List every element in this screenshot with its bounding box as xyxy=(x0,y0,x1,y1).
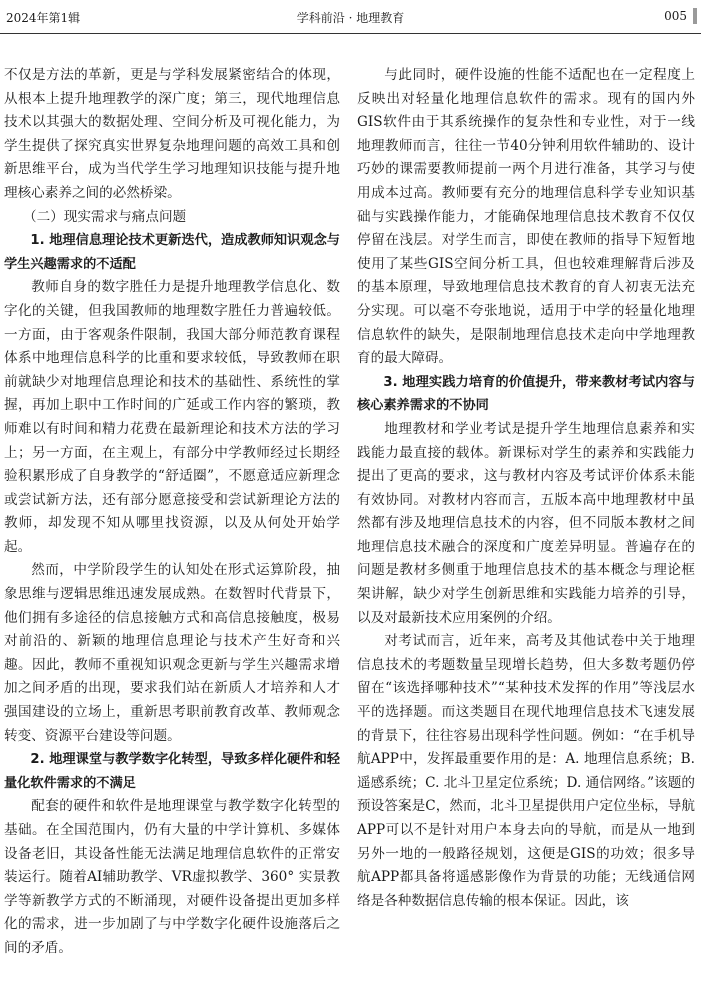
page-number: 005 xyxy=(664,9,687,23)
right-column xyxy=(357,64,695,1000)
paragraph: 与此同时，硬件设施的性能不适配也在一定程度上反映出对轻量化地理信息软件的需求。现有的国内外GIS软件由于其系统操作的复杂性和专业性，对于一线地理教师而言，往往一节40分钟利用软件辅助的、设计巧妙的课需要教师提前一两个月进行准备，其学习与使用成本过高。教师要有充分的地理信息科学专业知识基础与实践操作能力，才能确保地理信息技术教育不仅仅停留在浅层。对学生而言，即使在教师的指导下短暂地使用了某些GIS空间分析工具，但也较难理解背后涉及的基本原理，导致地理信息技术教育的育人初衷无法充分实现。可以毫不夸张地说，适用于中学的轻量化地理信息软件的缺失，是限制地理信息技术走向中学地理教育的最大障碍。 xyxy=(357,67,695,367)
paragraph: 教师自身的数字胜任力是提升地理教学信息化、数字化的关键，但我国教师的地理数字胜任力普遍较低。一方面，由于客观条件限制，我国大部分师范教育课程体系中地理信息科学的比重和要求较低，导致教师在职前就缺少对地理信息理论和技术的基础性、系统性的掌握，再加上职中工作时间的广延或工作内容的繁琐，教师难以有时间和精力花费在最新理论和技术方法的学习上；另一方面，在主观上，有部分中学教师经过长期经验积累形成了自身教学的“舒适圈”，不愿意适应新理念或尝试新方法，还有部分愿意接受和尝试新理论方法的教师，却发现不知从哪里找资源，以及从何处开始学起。 xyxy=(4,279,340,555)
left-column xyxy=(4,64,340,1000)
issue-label: 2024年第1辑 xyxy=(6,11,81,25)
journal-section-title: 学科前沿 · 地理教育 xyxy=(296,11,405,25)
page-header xyxy=(0,0,701,34)
paragraph: 地理教材和学业考试是提升学生地理信息素养和实践能力最直接的载体。新课标对学生的素养和实践能力提出了更高的要求，这与教材内容及考试评价体系未能有效协同。对教材内容而言，五版本高中地理教材中虽然都有涉及地理信息技术的内容，但不同版本教材之间地理信息技术融合的深度和广度差异明显。普遍存在的问题是教材多侧重于地理信息技术的基本概念与理论框架讲解，缺少对学生创新思维和实践能力培养的引导，以及对最新技术应用案例的介绍。 xyxy=(357,420,695,626)
page-edge-marker xyxy=(693,8,697,24)
intro-paragraph: 不仅是方法的革新，更是与学科发展紧密结合的体现，从根本上提升地理教学的深广度；第三，现代地理信息技术以其强大的数据处理、空间分析及可视化能力，为学生提供了探究真实世界复杂地理问题的高效工具和创新思维平台，成为当代学生学习地理知识技能与提升地理核心素养之间的必然桥梁。 xyxy=(4,67,340,201)
subsection-heading-2: 2. 地理课堂与教学数字化转型，导致多样化硬件和轻量化软件需求的不满足 xyxy=(4,752,340,791)
subsection-heading-3: 3. 地理实践力培育的价值提升，带来教材考试内容与核心素养需求的不协同 xyxy=(357,374,695,414)
header-rule xyxy=(0,33,701,34)
paragraph: 对考试而言，近年来，高考及其他试卷中关于地理信息技术的考题数量呈现增长趋势，但大多数考题仍停留在“该选择哪种技术”“某种技术发挥的作用”等浅层水平的选择题。而这类题目在现代地理信息技术飞速发展的背景下，往往容易出现科学性问题。例如：“在手机导航APP中，发挥最重要作用的是：A. 地理信息系统；B. 遥感系统；C. 北斗卫星定位系统；D. 通信网络。”该题的预设答案是C，然而，北斗卫星提供用户定位坐标，导航APP可以不是针对用户本身去向的导航，而是从一地到另外一地的一般路径规划，这便是GIS的功效；很多导航APP都具备将遥感影像作为背景的功能；无线通信网络是各种数据信息传输的根本保证。因此，该 xyxy=(357,633,695,909)
subsection-heading-1: 1. 地理信息理论技术更新迭代，造成教师知识观念与学生兴趣需求的不适配 xyxy=(4,233,340,272)
paragraph: 然而，中学阶段学生的认知处在形式运算阶段，抽象思维与逻辑思维迅速发展成熟。在数智时代背景下，他们拥有多途径的信息接触方式和高信息接触度，极易对前沿的、新颖的地理信息理论与技术产生好奇和兴趣。因此，教师不重视知识观念更新与学生兴趣需求增加之间矛盾的出现，要求我们站在新质人才培养和人才强国建设的立场上，重新思考职前教育改革、教师观念转变、资源平台建设等问题。 xyxy=(4,562,340,744)
section-heading: （二）现实需求与痛点问题 xyxy=(23,208,187,225)
paragraph: 配套的硬件和软件是地理课堂与教学数字化转型的基础。在全国范围内，仍有大量的中学计算机、多媒体设备老旧，其设备性能无法满足地理信息软件的正常安装运行。随着AI辅助教学、VR虚拟教学、360° 实景教学等新教学方式的不断涌现，对硬件设备提出更加多样化的需求，进一步加剧了与中学数字化硬件设施落后之间的矛盾。 xyxy=(4,798,340,956)
